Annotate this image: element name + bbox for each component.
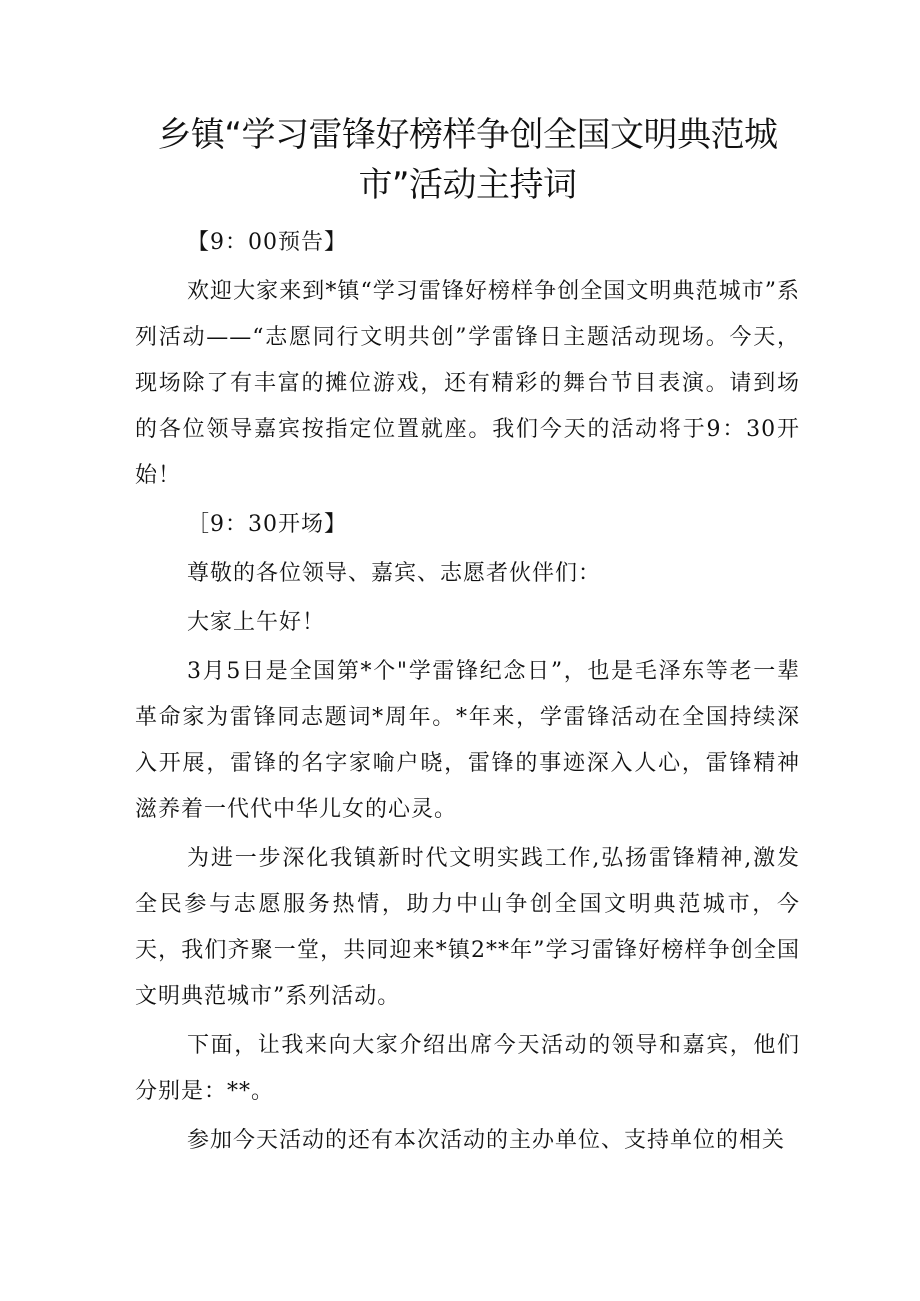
title-line-1: 乡镇“学习雷锋好榜样争创全国文明典范城 [157,115,778,155]
document-title [125,110,810,210]
paragraph-attendees: 参加今天活动的还有本次活动的主办单位、支持单位的相关 [187,1128,786,1153]
paragraph-introduction: 下面，让我来向大家介绍出席今天活动的领导和嘉宾，他们分别是：**。 [135,1033,800,1104]
section-heading-opening: ［9：30开场】 [187,512,347,537]
section-heading-preview: 【9：00预告】 [187,230,347,255]
paragraph-greeting: 大家上午好！ [187,610,326,635]
paragraph-welcome: 欢迎大家来到*镇“学习雷锋好榜样争创全国文明典范城市”系列活动——“志愿同行文明共创”学雷锋日主题活动现场。今天，现场除了有丰富的摊位游戏，还有精彩的舞台节目表演。请到场的各位领导嘉宾按指定位置就座。我们今天的活动将于9：30开始！ [135,279,800,488]
title-line-2: 市”活动主持词 [358,165,577,205]
paragraph-memorial-day: 3月5日是全国第*个"学雷锋纪念日”，也是毛泽东等老一辈革命家为雷锋同志题词*周年。*年来，学雷锋活动在全国持续深入开展，雷锋的名字家喻户晓，雷锋的事迹深入人心，雷锋精神滋养着一代代中华儿女的心灵。 [135,659,800,822]
paragraph-purpose: 为进一步深化我镇新时代文明实践工作,弘扬雷锋精神,激发全民参与志愿服务热情，助力中山争创全国文明典范城市，今天，我们齐聚一堂，共同迎来*镇2**年”学习雷锋好榜样争创全国文明典范城市”系列活动。 [135,846,800,1009]
paragraph-salutation: 尊敬的各位领导、嘉宾、志愿者伙伴们： [187,561,602,586]
